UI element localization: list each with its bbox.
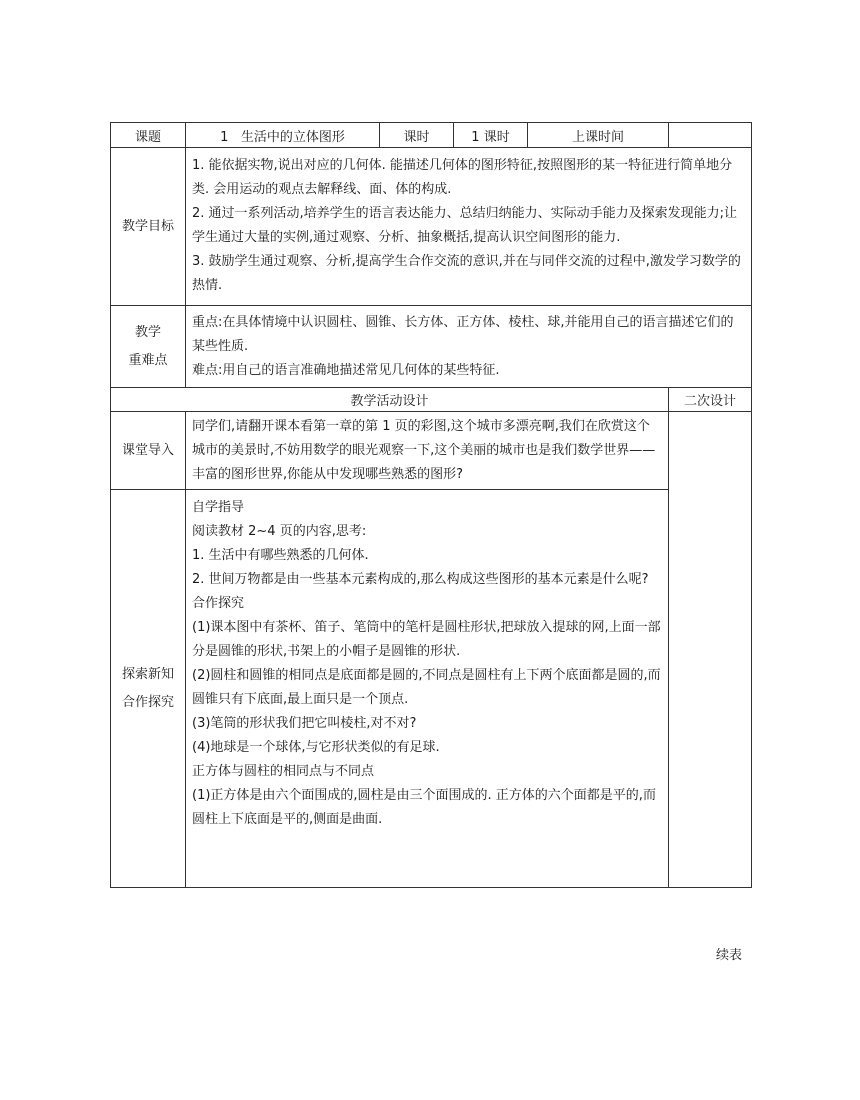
intro-text: 同学们,请翻开课本看第一章的第 1 页的彩图,这个城市多漂亮啊,我们在欣赏这个城市的美景时,不妨用数学的眼光观察一下,这个美丽的城市也是我们数学世界——丰富的图形世界,你能从中发现哪些熟悉的图形? [192, 419, 656, 482]
lesson-plan-table [110, 122, 752, 888]
difficulty-label-line1: 教学 [134, 324, 161, 340]
goals-content [186, 148, 752, 306]
topic-label: 课题 [111, 123, 186, 148]
goal-item-1: 1. 能依据实物,说出对应的几何体. 能描述几何体的图形特征,按照图形的某一特征进行简单地分类. 会用运动的观点去解释线、面、体的构成. [192, 158, 733, 197]
explore-line: (1)正方体是由六个面围成的,圆柱是由三个面围成的. 正方体的六个面都是平的,而圆柱上下底面是平的,侧面是曲面. [192, 788, 656, 827]
explore-row [111, 490, 752, 888]
explore-line: (2)圆柱和圆锥的相同点是底面都是圆的,不同点是圆柱有上下两个底面都是圆的,而圆锥只有下底面,最上面只是一个顶点. [192, 668, 661, 707]
explore-content [186, 490, 669, 888]
difficulty-content [186, 306, 752, 388]
hard-point: 难点:用自己的语言准确地描述常见几何体的某些特征. [192, 363, 500, 378]
key-point: 重点:在具体情境中认识圆柱、圆锥、长方体、正方体、棱柱、球,并能用自己的语言描述它们的某些性质. [192, 315, 734, 354]
explore-line: 2. 世间万物都是由一些基本元素构成的,那么构成这些图形的基本元素是什么呢? [192, 572, 649, 587]
explore-line: 正方体与圆柱的相同点与不同点 [192, 764, 375, 779]
goals-row [111, 148, 752, 306]
explore-line: 合作探究 [192, 596, 245, 611]
explore-line: 自学指导 [192, 500, 245, 515]
second-design-content [669, 412, 752, 888]
intro-label: 课堂导入 [111, 412, 186, 490]
topic-value: 1 生活中的立体图形 [186, 123, 380, 148]
explore-label-line1: 探索新知 [121, 666, 174, 682]
class-time-value [669, 123, 752, 148]
goal-item-2: 2. 通过一系列活动,培养学生的语言表达能力、总结归纳能力、实际动手能力及探索发现能力;让学生通过大量的实例,通过观察、分析、抽象概括,提高认识空间图形的能力. [192, 206, 738, 245]
difficulty-label-line2: 重难点 [128, 352, 168, 368]
header-row [111, 123, 752, 148]
explore-line: 阅读教材 2~4 页的内容,思考: [192, 524, 367, 539]
activity-design-label: 教学活动设计 [111, 388, 669, 412]
class-time-label: 上课时间 [528, 123, 669, 148]
explore-line: 1. 生活中有哪些熟悉的几何体. [192, 548, 369, 563]
explore-label [111, 490, 186, 888]
goals-label: 教学目标 [111, 148, 186, 306]
intro-content [186, 412, 669, 490]
hours-value: 1 课时 [454, 123, 528, 148]
difficulty-label [111, 306, 186, 388]
hours-label: 课时 [380, 123, 454, 148]
intro-row [111, 412, 752, 490]
continued-label: 续表 [716, 948, 743, 963]
difficulty-row [111, 306, 752, 388]
explore-line: (1)课本图中有茶杯、笛子、笔筒中的笔杆是圆柱形状,把球放入提球的网,上面一部分是圆锥的形状,书架上的小帽子是圆锥的形状. [192, 620, 661, 659]
goal-item-3: 3. 鼓励学生通过观察、分析,提高学生合作交流的意识,并在与同伴交流的过程中,激发学习数学的热情. [192, 254, 741, 293]
explore-line: (4)地球是一个球体,与它形状类似的有足球. [192, 740, 440, 755]
explore-line: (3)笔筒的形状我们把它叫棱柱,对不对? [192, 716, 417, 731]
design-header-row [111, 388, 752, 412]
explore-label-line2: 合作探究 [121, 694, 174, 710]
second-design-label: 二次设计 [669, 388, 752, 412]
